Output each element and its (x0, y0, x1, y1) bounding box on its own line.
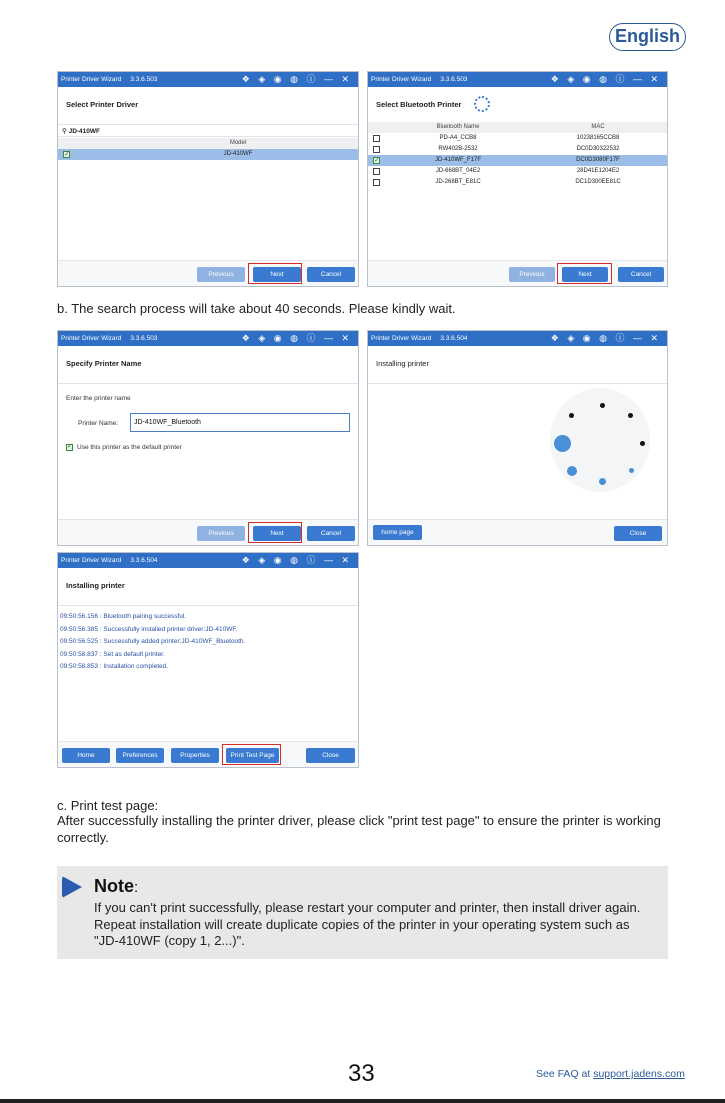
title-bar (58, 553, 358, 568)
cancel-button[interactable]: Cancel (307, 526, 355, 541)
log-line: 09:50:56.385 : Successfully installed printer driver:JD-410WF. (60, 625, 238, 633)
previous-button[interactable]: Previous (197, 526, 245, 541)
search-icon: ⚲ (62, 128, 69, 135)
default-printer-label: Use this printer as the default printer (77, 444, 182, 451)
row-checkbox[interactable] (373, 146, 380, 153)
bt-name-cell: JD-268BT_E81C (435, 179, 481, 185)
window-title: Printer Driver Wizard (371, 76, 432, 83)
log-line: 09:50:56.525 : Successfully added printer:JD-410WF_Bluetooth. (60, 638, 246, 645)
model-cell: JD-410WF (223, 151, 253, 157)
column-header-name: Bluetooth Name (436, 124, 480, 130)
button-bar (58, 741, 358, 767)
play-arrow-icon (62, 876, 82, 898)
step-header (58, 346, 358, 384)
table-row[interactable] (368, 166, 667, 177)
wizard-window-select-driver (57, 71, 359, 287)
driver-table (58, 138, 358, 160)
window-title: Printer Driver Wizard (61, 557, 122, 564)
step-title: Installing printer (66, 581, 125, 590)
table-row[interactable] (58, 149, 358, 160)
window-controls[interactable]: ❖ ◈ ◉ ◍ ⓘ — ✕ (241, 555, 352, 565)
step-header (58, 568, 358, 606)
title-bar (368, 72, 667, 87)
printer-name-label: Printer Name: (78, 420, 119, 427)
table-row[interactable] (368, 177, 667, 188)
loading-spinner-icon (474, 96, 490, 112)
button-bar (368, 519, 667, 545)
bt-name-cell: PD-A4_CCB8 (439, 135, 477, 141)
previous-button[interactable]: Previous (509, 267, 555, 282)
button-bar (58, 519, 358, 545)
step-title: Select Bluetooth Printer (376, 100, 462, 109)
button-bar (368, 260, 667, 286)
column-header-mac: MAC (591, 124, 605, 130)
previous-button[interactable]: Previous (197, 267, 245, 282)
window-controls[interactable]: ❖ ◈ ◉ ◍ ⓘ — ✕ (241, 74, 352, 84)
bottom-rule (0, 1099, 725, 1103)
close-button[interactable]: Close (306, 748, 355, 763)
table-row[interactable] (368, 133, 667, 144)
home-button[interactable]: Home (62, 748, 110, 763)
step-header (368, 346, 667, 384)
progress-spinner-icon (550, 388, 650, 492)
log-line: 09:50:56.156 : Bluetooth pairing successful. (60, 613, 187, 620)
close-button[interactable]: Close (614, 526, 662, 541)
highlight-box (557, 263, 612, 284)
title-bar (368, 331, 667, 346)
step-title: Installing printer (376, 359, 429, 368)
mac-cell: 10238165CCB8 (576, 135, 620, 141)
button-bar (58, 260, 358, 286)
step-title: Select Printer Driver (66, 100, 139, 109)
version-label: 3.3.6.503 (130, 335, 158, 342)
next-button[interactable]: Next (562, 267, 608, 282)
search-input[interactable] (58, 126, 358, 137)
window-controls[interactable]: ❖ ◈ ◉ ◍ ⓘ — ✕ (550, 74, 661, 84)
language-badge: English (609, 23, 686, 51)
install-log (60, 611, 245, 674)
mac-cell: DC0D30322532 (576, 146, 620, 152)
row-checkbox[interactable] (373, 168, 380, 175)
properties-button[interactable]: Properties (171, 748, 219, 763)
title-bar (58, 72, 358, 87)
window-controls[interactable]: ❖ ◈ ◉ ◍ ⓘ — ✕ (241, 333, 352, 343)
bt-name-cell: JD-410WF_F17F (434, 157, 481, 163)
wizard-window-install-log (57, 552, 359, 768)
column-header-model: Model (229, 140, 247, 146)
bt-name-cell: RW402B-2532 (438, 146, 478, 152)
title-bar (58, 331, 358, 346)
window-title: Printer Driver Wizard (61, 76, 122, 83)
mac-cell: DC1D300EE81C (575, 179, 621, 185)
window-controls[interactable]: ❖ ◈ ◉ ◍ ⓘ — ✕ (550, 333, 661, 343)
support-link[interactable]: support.jadens.com (593, 1068, 685, 1080)
printer-name-field[interactable]: JD-410WF_Bluetooth (130, 413, 350, 432)
cancel-button[interactable]: Cancel (618, 267, 664, 282)
version-label: 3.3.6.503 (440, 76, 468, 83)
table-header (58, 138, 358, 149)
table-header (368, 122, 667, 133)
caption-c-body: After successfully installing the printer driver, please click "print test page" to ensure the printer is working correctly. (57, 813, 661, 845)
bt-name-cell: JD-668BT_04E2 (435, 168, 481, 174)
row-checkbox[interactable] (373, 179, 380, 186)
note-title: Note: (94, 876, 139, 896)
window-title: Printer Driver Wizard (371, 335, 432, 342)
window-title: Printer Driver Wizard (61, 335, 122, 342)
step-header (58, 87, 358, 125)
mac-cell: 28D41E1204E2 (576, 168, 620, 174)
home-page-button[interactable]: home page (373, 525, 422, 540)
highlight-box (248, 263, 302, 284)
version-label: 3.3.6.503 (130, 76, 158, 83)
next-button[interactable]: Next (253, 526, 301, 541)
table-row[interactable] (368, 155, 667, 166)
table-row[interactable] (368, 144, 667, 155)
highlight-box (222, 744, 281, 765)
enter-name-label: Enter the printer name (66, 395, 131, 402)
step-title: Specify Printer Name (66, 359, 142, 368)
bluetooth-table (368, 122, 667, 188)
log-line: 09:50:58.853 : Installation completed. (60, 663, 169, 670)
mac-cell: DC0D3080F17F (576, 157, 620, 163)
version-label: 3.3.6.504 (440, 335, 468, 342)
next-button[interactable]: Next (253, 267, 301, 282)
page-number: 33 (348, 1060, 375, 1087)
version-label: 3.3.6.504 (130, 557, 158, 564)
caption-b: b. The search process will take about 40 seconds. Please kindly wait. (57, 301, 456, 316)
wizard-window-installing (367, 330, 668, 546)
highlight-box (248, 522, 302, 543)
search-value: JD-410WF (68, 128, 101, 135)
row-checkbox[interactable] (373, 157, 380, 164)
step-header (368, 87, 667, 125)
wizard-window-select-bluetooth (367, 71, 668, 287)
row-checkbox[interactable] (373, 135, 380, 142)
preferences-button[interactable]: Preferences (116, 748, 164, 763)
note-box (57, 866, 668, 959)
print-test-page-button[interactable]: Print Test Page (226, 748, 279, 763)
note-body: If you can't print successfully, please restart your computer and printer, then install driver again. Repeat installation will create duplicate copies of the printer in your operating system such as "JD-410WF (copy 1, 2...)". (94, 900, 641, 948)
log-line: 09:50:58.837 : Set as default printer. (60, 650, 165, 658)
default-printer-checkbox[interactable] (66, 444, 73, 451)
cancel-button[interactable]: Cancel (307, 267, 355, 282)
caption-c-title: c. Print test page: (57, 798, 159, 813)
faq-footer: See FAQ at support.jadens.com (536, 1068, 685, 1080)
wizard-window-printer-name (57, 330, 359, 546)
row-checkbox[interactable] (63, 151, 70, 158)
